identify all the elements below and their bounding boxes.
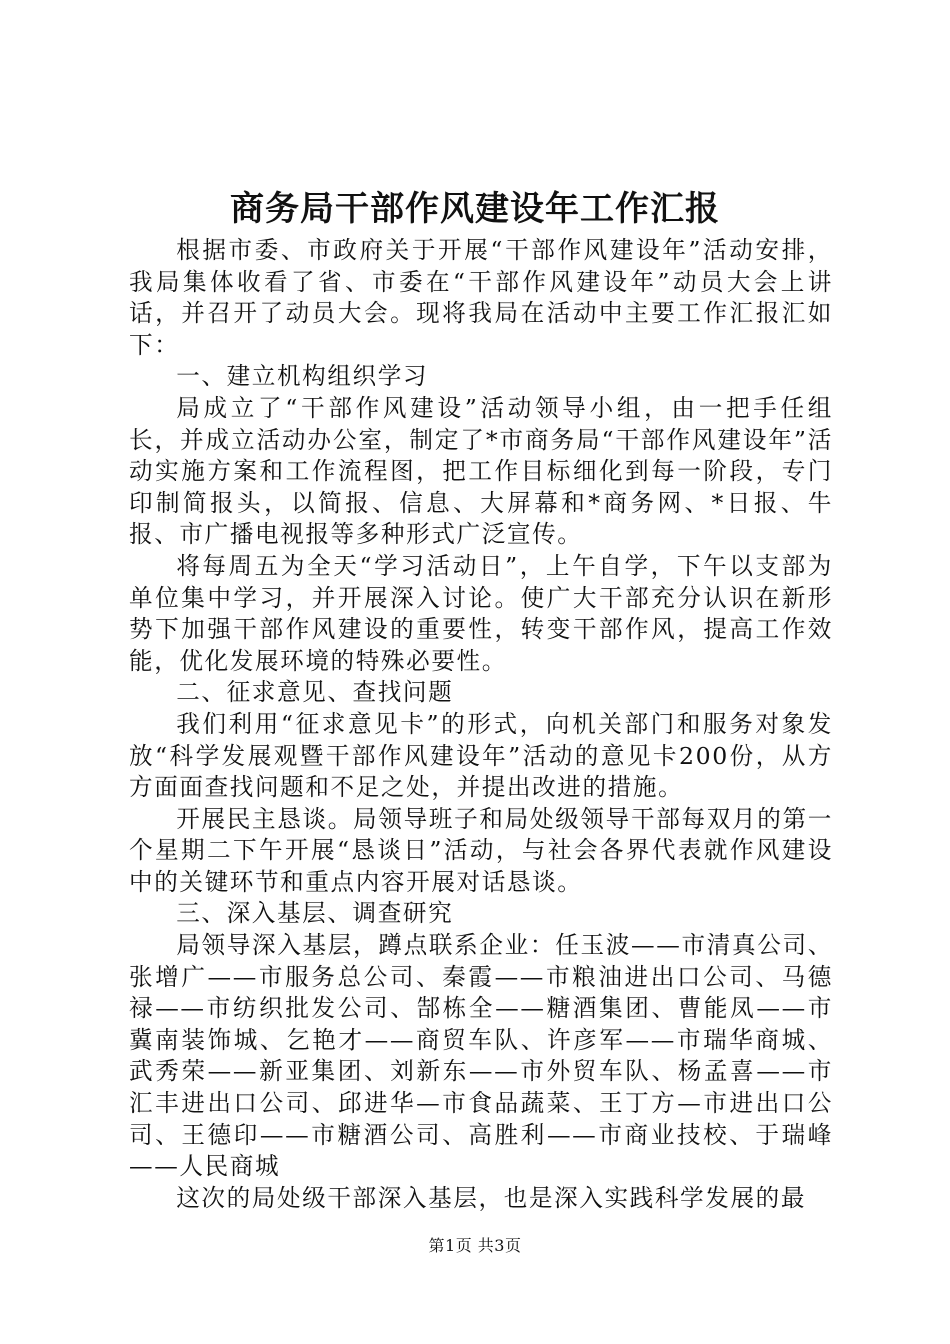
document-body [129, 235, 833, 1214]
section-heading-1: 一、建立机构组织学习 [176, 362, 429, 391]
section-heading-3: 三、深入基层、调查研究 [176, 899, 454, 928]
paragraph: 这次的局处级干部深入基层，也是深入实践科学发展的最 [176, 1183, 807, 1212]
paragraph: 我们利用“征求意见卡”的形式，向机关部门和服务对象发放“科学发展观暨干部作风建设年”活动的意见卡200份，从方方面面查找问题和不足之处，并提出改进的措施。 [129, 709, 833, 802]
paragraph: 开展民主恳谈。局领导班子和局处级领导干部每双月的第一个星期二下午开展“恳谈日”活动，与社会各界代表就作风建设中的关键环节和重点内容开展对话恳谈。 [129, 804, 833, 896]
paragraph-intro: 根据市委、市政府关于开展“干部作风建设年”活动安排，我局集体收看了省、市委在“干部作风建设年”动员大会上讲话，并召开了动员大会。现将我局在活动中主要工作汇报汇如下： [129, 236, 833, 359]
paragraph: 局成立了“干部作风建设”活动领导小组，由一把手任组长，并成立活动办公室，制定了*市商务局“干部作风建设年”活动实施方案和工作流程图，把工作目标细化到每一阶段，专门印制简报头，以简报、信息、大屏幕和*商务网、*日报、牛报、市广播电视报等多种形式广泛宣传。 [129, 393, 833, 549]
paragraph: 局领导深入基层，蹲点联系企业：任玉波——市清真公司、张增广——市服务总公司、秦霞——市粮油进出口公司、马德禄——市纺织批发公司、郜栋全——糖酒集团、曹能凤——市冀南装饰城、乞艳才——商贸车队、许彦军——市瑞华商城、武秀荣——新亚集团、刘新东——市外贸车队、杨孟喜——市汇丰进出口公司、邱进华—市食品蔬菜、王丁方—市进出口公司、王德印——市糖酒公司、高胜利——市商业技校、于瑞峰——人民商城 [129, 931, 833, 1181]
document-title: 商务局干部作风建设年工作汇报 [230, 189, 720, 229]
section-heading-2: 二、征求意见、查找问题 [176, 678, 454, 707]
page-number-footer: 第1页 共3页 [428, 1236, 522, 1255]
paragraph: 将每周五为全天“学习活动日”，上午自学，下午以支部为单位集中学习，并开展深入讨论。使广大干部充分认识在新形势下加强干部作风建设的重要性，转变干部作风，提高工作效能，优化发展环境的特殊必要性。 [129, 551, 833, 675]
